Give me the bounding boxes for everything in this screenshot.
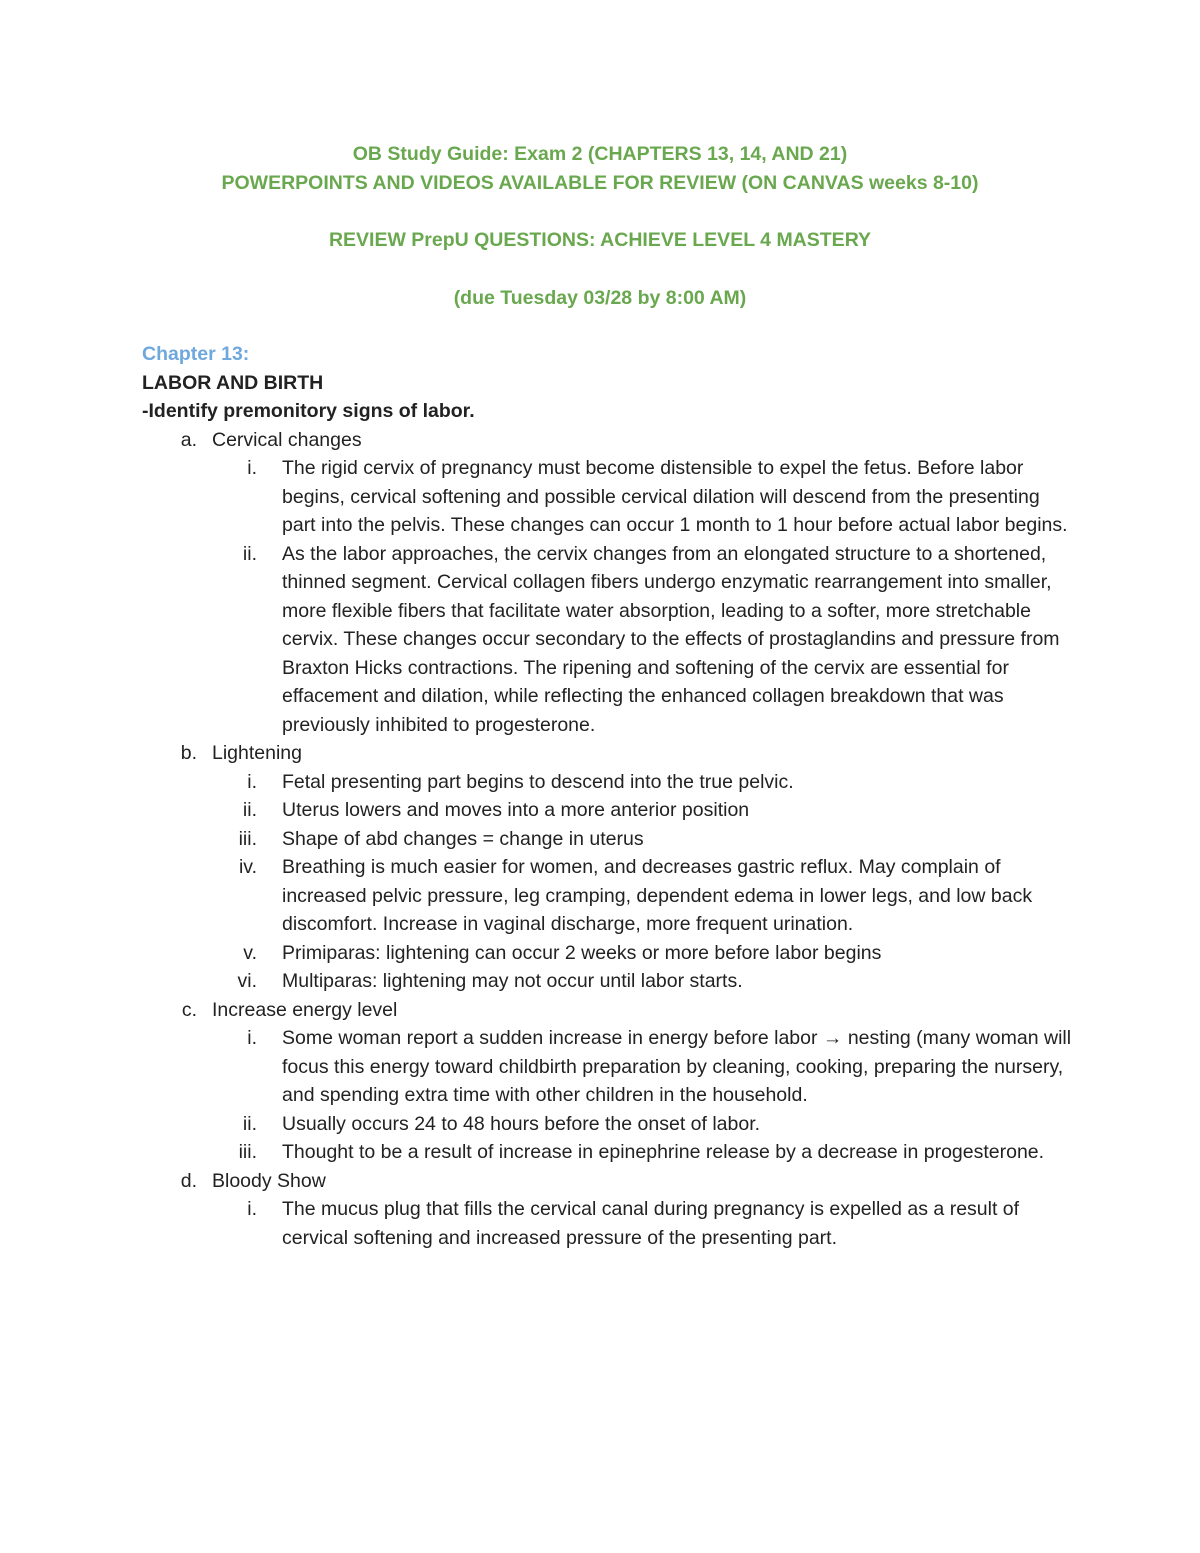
sub-list-marker: ii.: [242, 542, 257, 565]
guide-title: OB Study Guide: Exam 2 (CHAPTERS 13, 14, AND 21): [352, 143, 848, 165]
list-item-label: Increase energy level: [212, 998, 398, 1021]
sub-list-marker: iii.: [238, 827, 257, 850]
list-item: [142, 739, 1072, 768]
sub-list-item: [142, 796, 1072, 825]
sub-list-marker: v.: [243, 941, 257, 964]
sub-list-item: [142, 1024, 1072, 1110]
sub-list-text: The rigid cervix of pregnancy must become distensible to expel the fetus. Before labor begins, cervical softening and possible cervical dilation will descend from the presenting part into the pelvis. These changes can occur 1 month to 1 hour before actual labor begins.: [282, 457, 1068, 536]
sub-list-text: As the labor approaches, the cervix changes from an elongated structure to a shortened, thinned segment. Cervical collagen fibers undergo enzymatic rearrangement into smaller, more flexible fibers that facilitate water absorption, leading to a softer, more stretchable cervix. These changes occur secondary to the effects of prostaglandins and pressure from Braxton Hicks contractions. The ripening and softening of the cervix are essential for effacement and dilation, while reflecting the enhanced collagen breakdown that was previously inhibited to progesterone.: [282, 542, 1060, 736]
list-item: [142, 426, 1072, 455]
list-item-label: Cervical changes: [212, 428, 362, 451]
sub-list-text: Fetal presenting part begins to descend into the true pelvic.: [282, 770, 794, 793]
sub-list-marker: vi.: [237, 970, 257, 992]
due-date: (due Tuesday 03/28 by 8:00 AM): [453, 287, 747, 309]
sub-list-text: Shape of abd changes = change in uterus: [282, 827, 644, 850]
sub-list-item: [142, 1138, 1072, 1167]
list-item: [142, 996, 1072, 1025]
chapter-content: [142, 340, 1072, 1252]
list-marker: c.: [181, 998, 197, 1021]
list-marker: d.: [180, 1169, 197, 1192]
sub-list-marker: i.: [247, 457, 257, 479]
sub-list-marker: iv.: [238, 856, 257, 878]
sub-list-marker: i.: [247, 1027, 257, 1049]
sub-list-text: Usually occurs 24 to 48 hours before the onset of labor.: [282, 1112, 761, 1135]
sub-list-text: The mucus plug that fills the cervical canal during pregnancy is expelled as a result of cervical softening and increased pressure of the presenting part.: [282, 1198, 1020, 1249]
sub-list-text: Some woman report a sudden increase in energy before labor → nesting (many woman will focus this energy toward childbirth preparation by cleaning, cooking, preparing the nursery, and spending extra time with other children in the household.: [282, 1027, 1072, 1106]
chapter-heading: Chapter 13:: [142, 343, 250, 365]
sub-list-text: Multiparas: lightening may not occur until labor starts.: [282, 970, 743, 992]
sub-list-item: [142, 1110, 1072, 1139]
section-heading: LABOR AND BIRTH: [142, 371, 324, 394]
list-item-label: Lightening: [212, 742, 302, 764]
sub-list-item: [142, 768, 1072, 797]
sub-list-marker: iii.: [238, 1141, 257, 1163]
sub-list-marker: ii.: [242, 799, 257, 821]
sub-list-item: [142, 853, 1072, 939]
learning-objective: -Identify premonitory signs of labor.: [142, 400, 475, 422]
guide-subtitle: POWERPOINTS AND VIDEOS AVAILABLE FOR REVIEW (ON CANVAS weeks 8-10): [221, 172, 979, 194]
sub-list-item: [142, 967, 1072, 996]
sub-list-item: [142, 939, 1072, 968]
sub-list-item: [142, 1195, 1072, 1252]
sub-list-item: [142, 540, 1072, 740]
sub-list-text: Primiparas: lightening can occur 2 weeks or more before labor begins: [282, 941, 882, 964]
sub-list-text: Breathing is much easier for women, and decreases gastric reflux. May complain of increased pelvic pressure, leg cramping, dependent edema in lower legs, and low back discomfort. Increase in vaginal discharge, more frequent urination.: [282, 856, 1033, 935]
sub-list-marker: i.: [247, 770, 257, 793]
sub-list-item: [142, 454, 1072, 540]
sub-list-text: Uterus lowers and moves into a more anterior position: [282, 799, 750, 821]
list-marker: a.: [180, 428, 197, 451]
prepu-note: REVIEW PrepU QUESTIONS: ACHIEVE LEVEL 4 MASTERY: [328, 229, 872, 251]
sub-list-item: [142, 825, 1072, 854]
sub-list-marker: ii.: [242, 1112, 257, 1135]
sub-list-text: Thought to be a result of increase in epinephrine release by a decrease in progesterone.: [282, 1141, 1045, 1163]
list-item: [142, 1167, 1072, 1196]
sub-list-marker: i.: [247, 1198, 257, 1220]
list-item-label: Bloody Show: [212, 1169, 326, 1192]
list-marker: b.: [180, 742, 197, 764]
